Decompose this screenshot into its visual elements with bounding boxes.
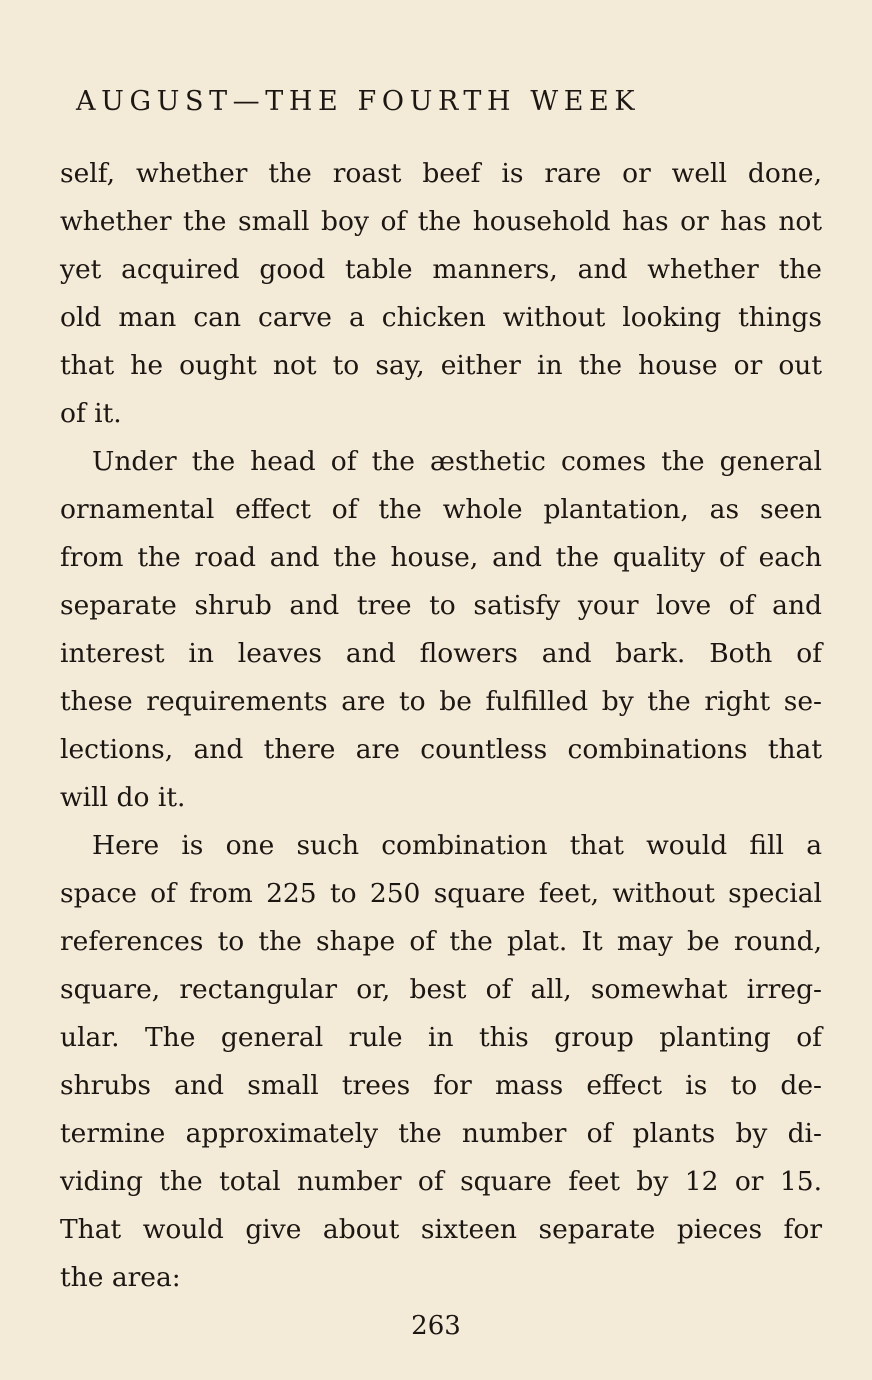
text-line: that he ought not to say, either in the house or out — [60, 350, 822, 381]
text-line: from the road and the house, and the quality of each — [60, 542, 822, 573]
text-line: self, whether the roast beef is rare or well done, — [60, 158, 822, 189]
text-line: ornamental effect of the whole plantation, as seen — [60, 494, 822, 525]
text-line: the area: — [60, 1262, 181, 1293]
text-line: lections, and there are countless combinations that — [60, 734, 822, 765]
running-head: AUGUST—THE FOURTH WEEK — [76, 86, 641, 117]
text-line: references to the shape of the plat. It may be round, — [60, 926, 822, 957]
text-line: interest in leaves and flowers and bark. Both of — [60, 638, 822, 669]
text-line: ular. The general rule in this group planting of — [60, 1022, 822, 1053]
text-line: termine approximately the number of plants by di- — [60, 1118, 822, 1149]
text-line: old man can carve a chicken without looking things — [60, 302, 822, 333]
text-line: will do it. — [60, 782, 186, 813]
text-line: these requirements are to be fulfilled by the right se- — [60, 686, 822, 717]
text-line: space of from 225 to 250 square feet, without special — [60, 878, 822, 909]
body-text — [60, 150, 822, 1302]
text-line: of it. — [60, 398, 122, 429]
text-line: That would give about sixteen separate pieces for — [60, 1214, 822, 1245]
text-line: viding the total number of square feet by 12 or 15. — [60, 1166, 822, 1197]
text-line: Here is one such combination that would fill a — [92, 830, 822, 861]
text-line: yet acquired good table manners, and whether the — [60, 254, 822, 285]
text-line: shrubs and small trees for mass effect is to de- — [60, 1070, 822, 1101]
text-line: separate shrub and tree to satisfy your love of and — [60, 590, 822, 621]
page-number: 263 — [411, 1311, 461, 1341]
text-line: Under the head of the æsthetic comes the general — [92, 446, 822, 477]
text-line: whether the small boy of the household has or has not — [60, 206, 822, 237]
text-line: square, rectangular or, best of all, somewhat irreg- — [60, 974, 822, 1005]
